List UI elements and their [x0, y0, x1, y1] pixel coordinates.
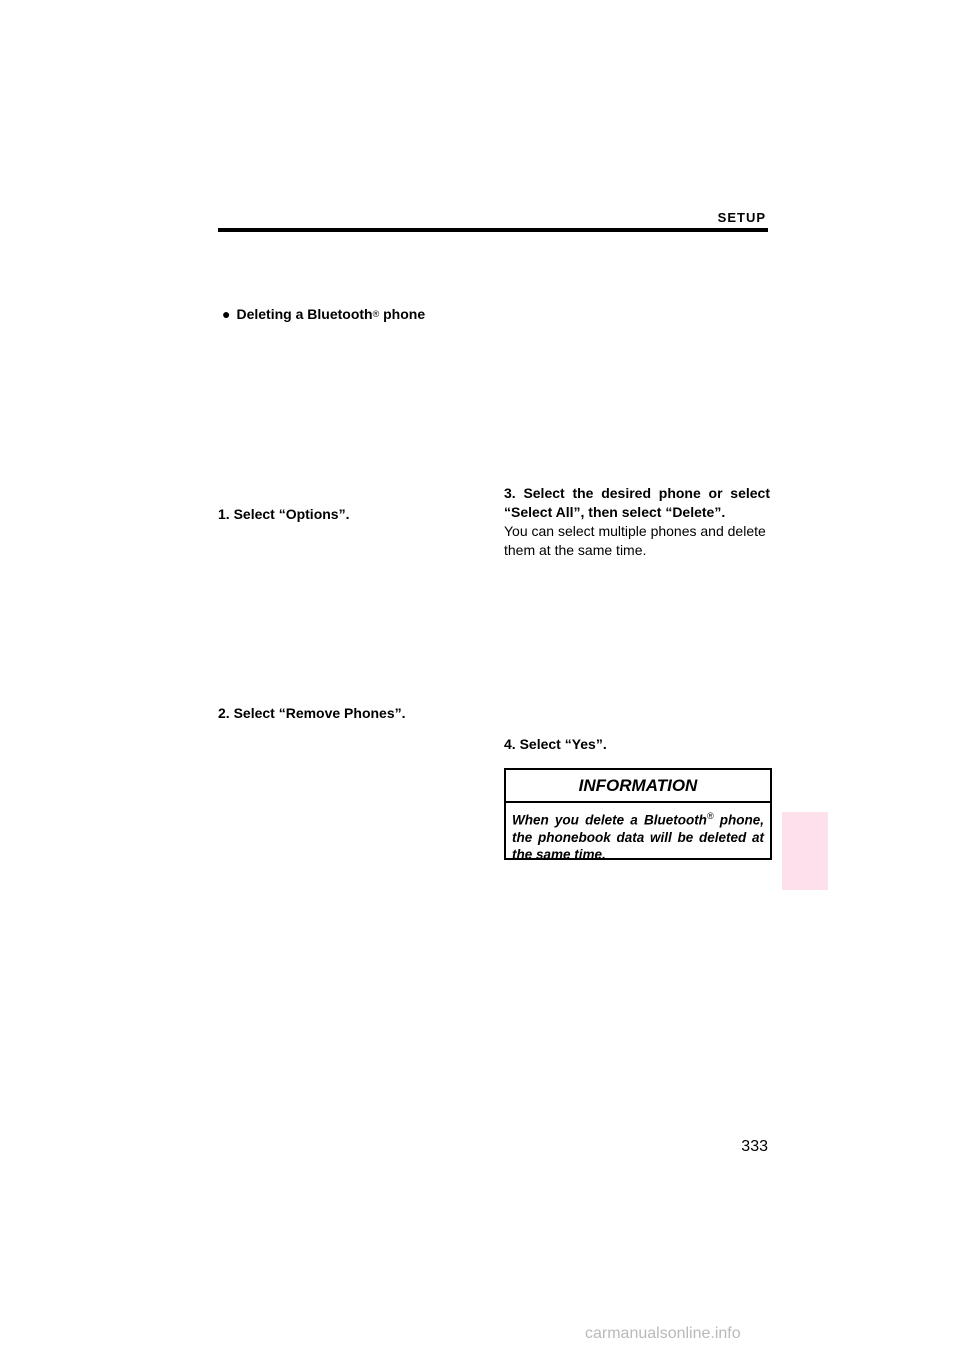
- information-text-start: When you delete a Bluetooth: [512, 812, 707, 828]
- section-heading-text: Deleting a Bluetooth: [236, 306, 373, 322]
- information-title: INFORMATION: [578, 776, 698, 795]
- page-header-title: SETUP: [717, 210, 766, 225]
- information-text-end: phone, the phonebook data will be deleted at the same time.: [512, 812, 764, 862]
- information-rule: [506, 801, 770, 803]
- bullet-icon: ●: [222, 306, 231, 322]
- page-number: 333: [741, 1138, 768, 1155]
- chapter-side-tab: [782, 812, 828, 890]
- step-4: 4. Select “Yes”.: [504, 736, 607, 752]
- section-heading-suffix: phone: [379, 306, 426, 322]
- step-3: 3. Select the desired phone or select “Select All”, then select “Delete”.: [504, 485, 770, 520]
- section-heading: [222, 306, 425, 322]
- header-rule: [218, 228, 768, 232]
- registered-mark: ®: [372, 309, 380, 319]
- step-1: 1. Select “Options”.: [218, 506, 350, 522]
- information-text: [512, 808, 764, 863]
- watermark-text: carmanualsonline.info: [585, 1325, 741, 1342]
- information-box: [504, 768, 772, 860]
- step-2: 2. Select “Remove Phones”.: [218, 705, 406, 721]
- step-3-note: You can select multiple phones and delete them at the same time.: [504, 523, 766, 558]
- information-registered-mark: ®: [706, 811, 714, 821]
